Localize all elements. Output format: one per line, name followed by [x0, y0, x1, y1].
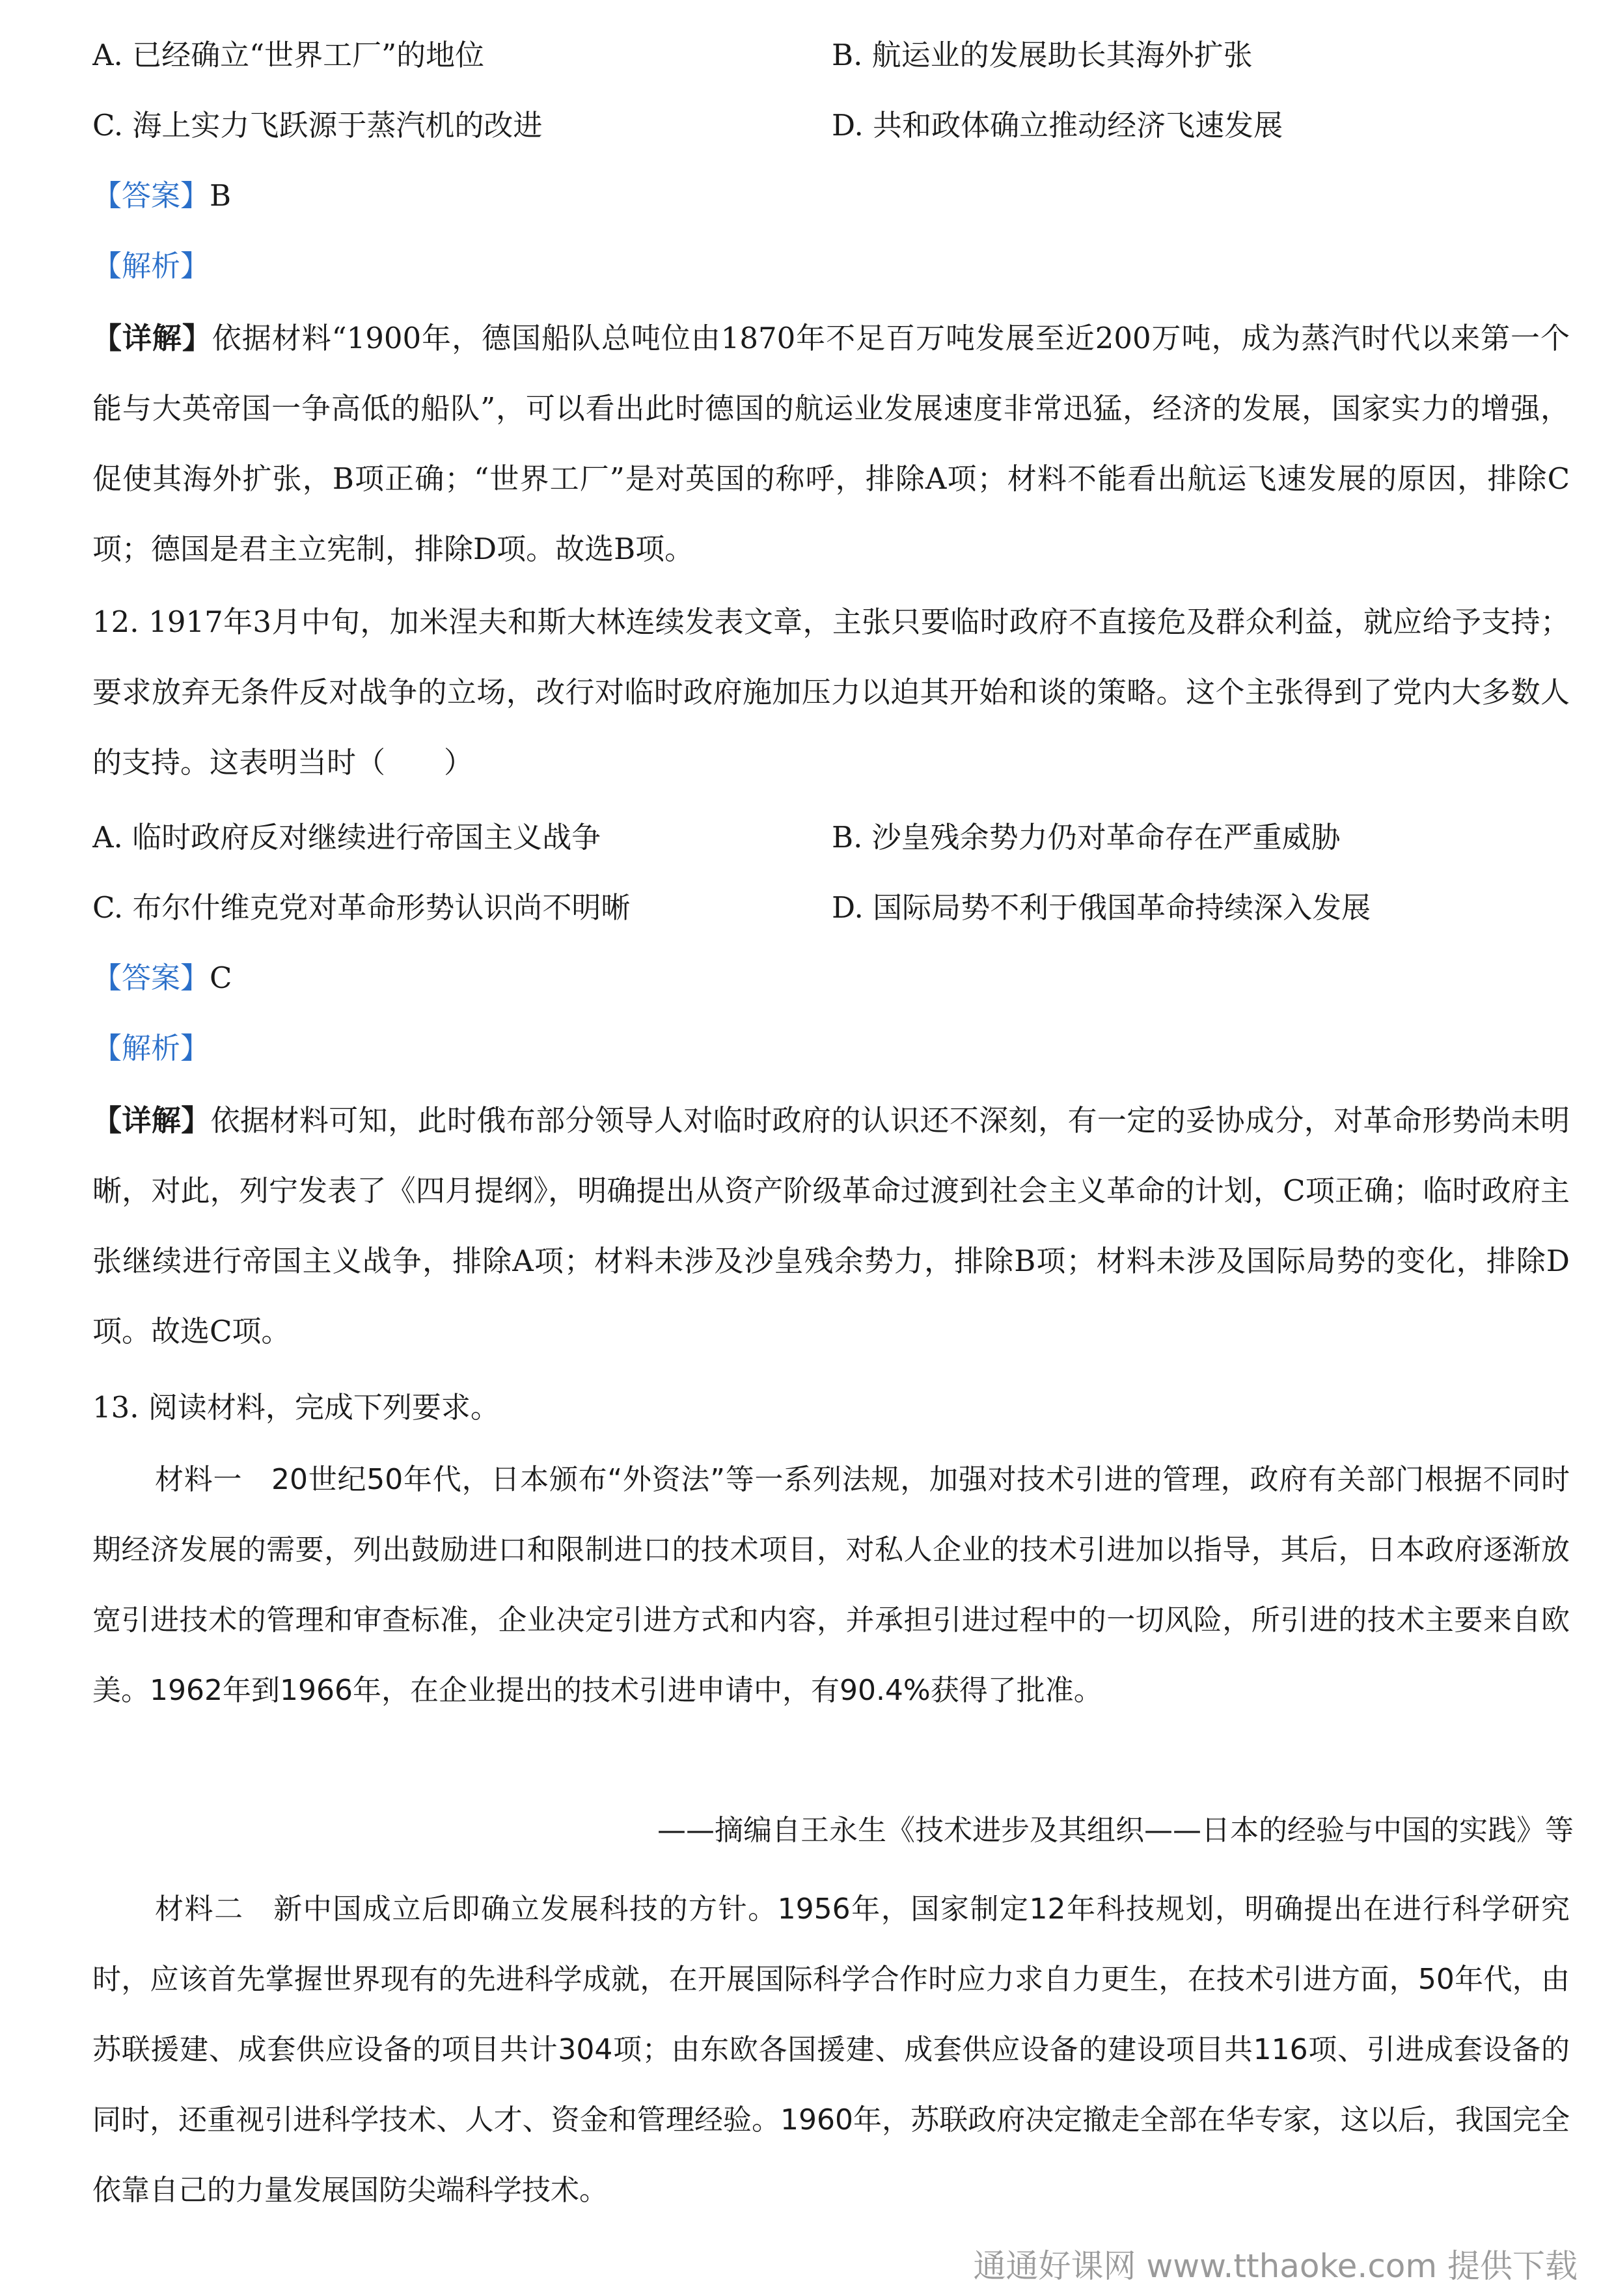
q11-option-b: B. 航运业的发展助长其海外扩张 [832, 38, 1253, 72]
q12-stem: 12. 1917年3月中旬，加米涅夫和斯大林连续发表文章，主张只要临时政府不直接危及群众利益，就应给予支持；要求放弃无条件反对战争的立场，改行对临时政府施加压力以迫其开始和谈的策略。这个主张得到了党内大多数人的支持。这表明当时（ ） [92, 605, 1570, 780]
q13-source-1: ——摘编自王永生《技术进步及其组织——日本的经验与中国的实践》等 [657, 1814, 1574, 1847]
q11-answer-line [92, 174, 1570, 217]
q13-material-1: 材料一 20世纪50年代，日本颁布“外资法”等一系列法规，加强对技术引进的管理，政府有关部门根据不同时期经济发展的需要，列出鼓励进口和限制进口的技术项目，对私人企业的技术引进加以指导，其后，日本政府逐渐放宽引进技术的管理和审查标准，企业决定引进方式和内容，并承担引进过程中的一切风险，所引进的技术主要来自欧美。1962年到1966年，在企业提出的技术引进申请中，有90.4%获得了批准。 [92, 1463, 1570, 1707]
answer-tag: 【答案】 [92, 178, 210, 213]
analysis-tag: 【解析】 [92, 249, 210, 283]
q12-detail-text: 依据材料可知，此时俄布部分领导人对临时政府的认识还不深刻，有一定的妥协成分，对革命形势尚未明晰，对此，列宁发表了《四月提纲》，明确提出从资产阶级革命过渡到社会主义革命的计划，C项正确；临时政府主张继续进行帝国主义战争，排除A项；材料未涉及沙皇残余势力，排除B项；材料未涉及国际局势的变化，排除D项。故选C项。 [92, 1103, 1570, 1348]
q12-option-b: B. 沙皇残余势力仍对革命存在严重威胁 [832, 820, 1341, 854]
q12-answer-line [92, 957, 1570, 1000]
q11-detail [92, 303, 1570, 584]
q11-option-c: C. 海上实力飞跃源于蒸汽机的改进 [92, 108, 543, 143]
q12-option-d: D. 国际局势不利于俄国革命持续深入发展 [832, 890, 1371, 925]
watermark-text: 通通好课网 www.tthaoke.com 提供下载 [973, 2247, 1578, 2285]
q11-option-d: D. 共和政体确立推动经济飞速发展 [832, 108, 1283, 143]
detail-tag: 【详解】 [92, 1103, 211, 1138]
answer-tag: 【答案】 [92, 961, 210, 995]
analysis-tag: 【解析】 [92, 1031, 210, 1065]
detail-tag: 【详解】 [92, 321, 212, 355]
q12-option-c: C. 布尔什维克党对革命形势认识尚不明晰 [92, 890, 631, 925]
q12-analysis-line [92, 1027, 1570, 1070]
q12-answer: C [210, 961, 232, 995]
q13-material-2: 材料二 新中国成立后即确立发展科技的方针。1956年，国家制定12年科技规划，明确提出在进行科学研究时，应该首先掌握世界现有的先进科学成就，在开展国际科学合作时应力求自力更生，在技术引进方面，50年代，由苏联援建、成套供应设备的项目共计304项；由东欧各国援建、成套供应设备的建设项目共116项、引进成套设备的同时，还重视引进科学技术、人才、资金和管理经验。1960年，苏联政府决定撤走全部在华专家，这以后，我国完全依靠自己的力量发展国防尖端科学技术。 [92, 1893, 1570, 2207]
q11-analysis-line [92, 245, 1570, 288]
q13-stem: 13. 阅读材料，完成下列要求。 [92, 1390, 500, 1425]
q12-option-a: A. 临时政府反对继续进行帝国主义战争 [92, 820, 601, 854]
q11-detail-text: 依据材料“1900年，德国船队总吨位由1870年不足百万吨发展至近200万吨，成为蒸汽时代以来第一个能与大英帝国一争高低的船队”，可以看出此时德国的航运业发展速度非常迅猛，经济的发展，国家实力的增强，促使其海外扩张，B项正确；“世界工厂”是对英国的称呼，排除A项；材料不能看出航运飞速发展的原因，排除C项；德国是君主立宪制，排除D项。故选B项。 [92, 321, 1570, 566]
q11-answer: B [210, 178, 232, 213]
q11-option-a: A. 已经确立“世界工厂”的地位 [92, 38, 485, 72]
q12-detail [92, 1086, 1570, 1367]
